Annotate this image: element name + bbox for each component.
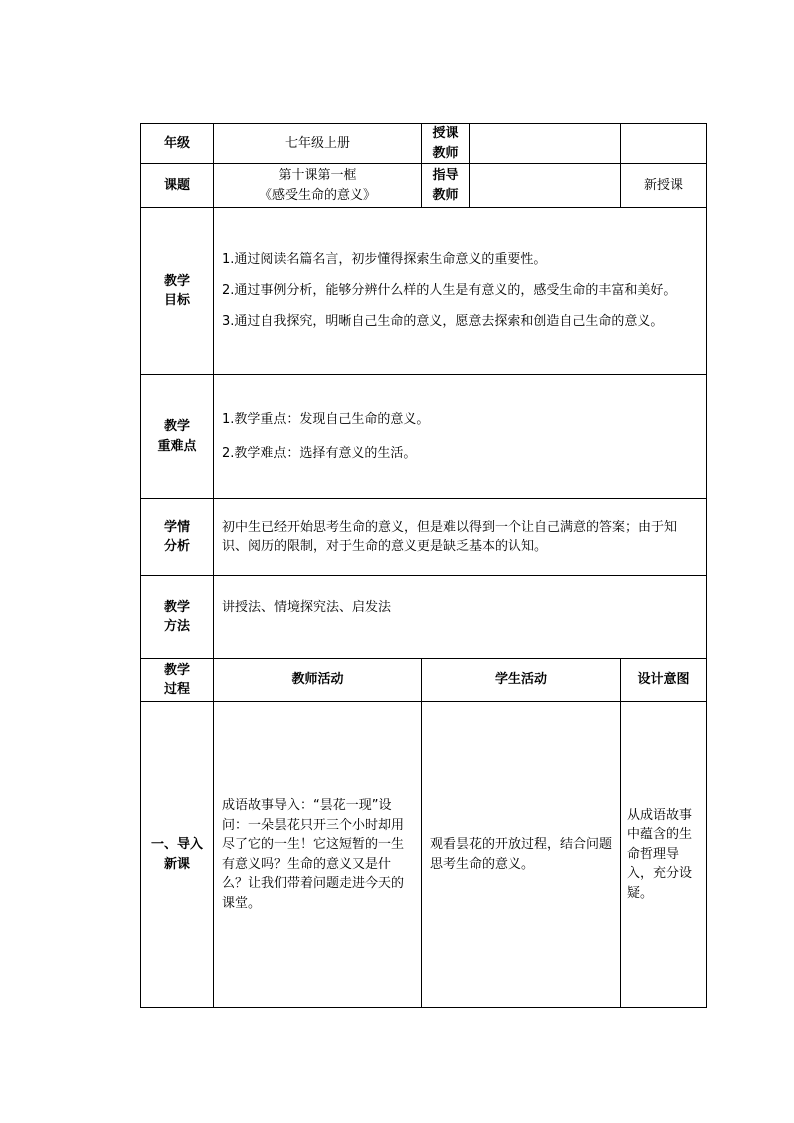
methods-label — [141, 576, 214, 659]
teacher-label — [422, 124, 470, 164]
process-label-line2: 过程 — [163, 682, 190, 697]
lesson-type: 新授课 — [621, 164, 707, 208]
topic-label: 课题 — [141, 164, 214, 208]
intro-label-line2: 新课 — [163, 856, 190, 872]
guide-label-line2: 教师 — [432, 187, 459, 203]
row-analysis — [141, 499, 707, 576]
intro-label-line1: 一、导入 — [150, 837, 203, 852]
methods-label-line2: 方法 — [163, 619, 190, 634]
key-point-item: 1.教学重点：发现自己生命的意义。 — [222, 411, 430, 427]
goals-content — [214, 208, 707, 375]
topic-line2: 《感受生命的意义》 — [258, 187, 376, 203]
methods-label-line1: 教学 — [163, 599, 190, 615]
lesson-plan-table — [140, 123, 707, 1008]
key-points-content — [214, 375, 707, 499]
row-topic — [141, 164, 707, 208]
goals-label-line1: 教学 — [163, 273, 190, 289]
teacher-label-line1: 授课 — [432, 126, 459, 141]
intro-teacher-activity: 成语故事导入：“昙花一现”设问：一朵昙花只开三个小时却用尽了它的一生！它这短暂的一生有意义吗？生命的意义又是什么？让我们带着问题走进今天的课堂。 — [214, 702, 422, 1008]
intro-label — [141, 702, 214, 1008]
guide-value — [470, 164, 621, 208]
analysis-label-line1: 学情 — [163, 519, 190, 535]
analysis-label — [141, 499, 214, 576]
teacher-label-line2: 教师 — [432, 145, 459, 161]
col-design-intent: 设计意图 — [621, 659, 707, 702]
key-point-item: 2.教学难点：选择有意义的生活。 — [222, 445, 417, 461]
row-grade — [141, 124, 707, 164]
teacher-value — [470, 124, 621, 164]
goal-item: 2.通过事例分析，能够分辨什么样的人生是有意义的，感受生命的丰富和美好。 — [222, 283, 677, 298]
row-goals — [141, 208, 707, 375]
grade-value: 七年级上册 — [214, 124, 422, 164]
methods-content: 讲授法、情境探究法、启发法 — [214, 576, 707, 659]
guide-label — [422, 164, 470, 208]
guide-label-line1: 指导 — [432, 168, 459, 183]
teacher-extra — [621, 124, 707, 164]
analysis-content: 初中生已经开始思考生命的意义，但是难以得到一个让自己满意的答案；由于知识、阅历的限制，对于生命的意义更是缺乏基本的认知。 — [214, 499, 707, 576]
goal-item: 3.通过自我探究，明晰自己生命的意义，愿意去探索和创造自己生命的意义。 — [222, 314, 664, 329]
topic-value — [214, 164, 422, 208]
row-key-points — [141, 375, 707, 499]
goals-label — [141, 208, 214, 375]
row-methods — [141, 576, 707, 659]
process-label-line1: 教学 — [163, 662, 190, 678]
col-student-activity: 学生活动 — [422, 659, 621, 702]
key-points-label-line2: 重难点 — [157, 438, 197, 454]
intro-design-intent: 从成语故事中蕴含的生命哲理导入，充分设疑。 — [621, 702, 707, 1008]
row-intro — [141, 702, 707, 1008]
analysis-label-line2: 分析 — [163, 539, 190, 554]
intro-student-activity: 观看昙花的开放过程，结合问题思考生命的意义。 — [422, 702, 621, 1008]
key-points-label-line1: 教学 — [163, 419, 190, 434]
grade-label: 年级 — [141, 124, 214, 164]
process-label — [141, 659, 214, 702]
row-process-header — [141, 659, 707, 702]
goals-label-line2: 目标 — [163, 293, 190, 308]
goal-item: 1.通过阅读名篇名言，初步懂得探索生命意义的重要性。 — [222, 252, 547, 267]
topic-line1: 第十课第一框 — [278, 168, 357, 183]
key-points-label — [141, 375, 214, 499]
col-teacher-activity: 教师活动 — [214, 659, 422, 702]
